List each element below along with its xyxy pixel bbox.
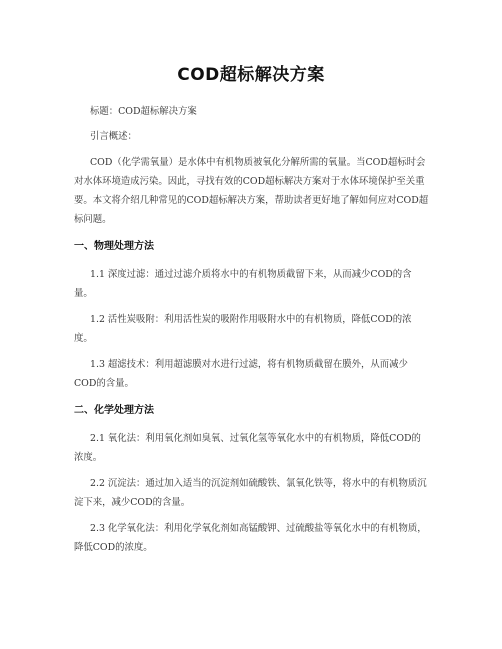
section-heading: 二、化学处理方法 — [74, 405, 154, 416]
section-item: 1.2 活性炭吸附：利用活性炭的吸附作用吸附水中的有机物质，降低COD的浓度。 — [74, 314, 412, 344]
section-item: 2.3 化学氧化法：利用化学氧化剂如高锰酸钾、过硫酸盐等氧化水中的有机物质，降低COD的浓度。 — [74, 523, 427, 553]
page-title: COD超标解决方案 — [177, 65, 325, 85]
section-item: 2.1 氧化法：利用氧化剂如臭氧、过氧化氢等氧化水中的有机物质，降低COD的浓度。 — [74, 433, 421, 463]
subtitle-line: 标题：COD超标解决方案 — [90, 106, 197, 117]
section-item: 1.3 超滤技术：利用超滤膜对水进行过滤，将有机物质截留在膜外，从而减少COD的含量。 — [74, 359, 408, 389]
intro-paragraph: COD（化学需氧量）是水体中有机物质被氧化分解所需的氧量。当COD超标时会对水体环境造成污染。因此，寻找有效的COD超标解决方案对于水体环境保护至关重要。本文将介绍几种常见的COD超标解决方案，帮助读者更好地了解如何应对COD超标问题。 — [74, 157, 429, 225]
section-item: 1.1 深度过滤：通过过滤介质将水中的有机物质截留下来，从而减少COD的含量。 — [74, 269, 412, 299]
section-heading: 一、物理处理方法 — [74, 241, 154, 252]
document-body — [74, 102, 430, 564]
intro-label: 引言概述： — [90, 131, 137, 142]
section-item: 2.2 沉淀法：通过加入适当的沉淀剂如硫酸铁、氯氧化铁等，将水中的有机物质沉淀下来，减少COD的含量。 — [74, 478, 427, 508]
